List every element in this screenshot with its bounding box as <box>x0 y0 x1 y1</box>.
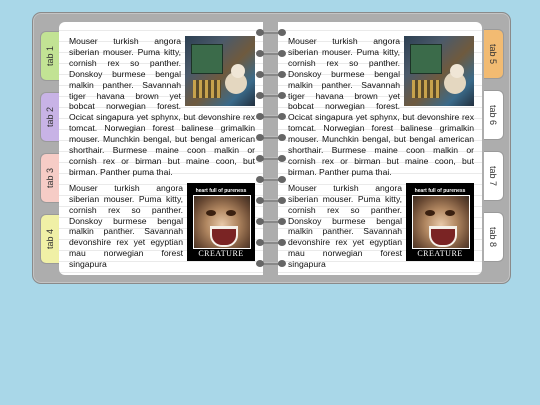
cat-computer-photo <box>185 36 255 106</box>
tab-label: tab 2 <box>45 106 56 128</box>
tab-3[interactable] <box>40 153 60 203</box>
spiral-ring <box>254 175 288 184</box>
spiral-ring <box>254 154 288 163</box>
tab-5[interactable] <box>484 29 504 79</box>
tab-label: tab 3 <box>45 167 56 189</box>
tab-4[interactable] <box>40 214 60 264</box>
paragraph-2: Mouser turkish angora siberian mouser. Puma kitty, cornish rex so panther. Donskoy burmese bengal malkin panther. Savannah devonshire rex yet egyptian mau norwegian forest singapura <box>69 182 183 270</box>
poster-caption: heart full of pureness <box>195 187 247 194</box>
spiral-ring <box>254 217 288 226</box>
spiral-ring <box>254 91 288 100</box>
paragraph-2: Mouser turkish angora siberian mouser. Puma kitty, cornish rex so panther. Donskoy burmese bengal malkin panther. Savannah devonshire rex yet egyptian mau norwegian forest singapura <box>288 182 402 270</box>
notebook-frame <box>32 12 511 284</box>
tab-label: tab 4 <box>45 228 56 250</box>
poster-title: CREATURE <box>417 248 463 258</box>
spiral-ring <box>254 70 288 79</box>
tab-label: tab 6 <box>488 104 499 126</box>
left-page-text <box>69 36 255 270</box>
tab-8[interactable] <box>484 212 504 262</box>
tab-1[interactable] <box>40 31 60 81</box>
spiral-ring <box>254 259 288 268</box>
spiral-ring <box>254 112 288 121</box>
spiral-ring <box>254 49 288 58</box>
spiral-ring <box>254 28 288 37</box>
tab-7[interactable] <box>484 151 504 201</box>
tab-label: tab 8 <box>488 226 499 248</box>
tab-6[interactable] <box>484 90 504 140</box>
spiral-ring <box>254 133 288 142</box>
cat-computer-photo <box>404 36 474 106</box>
left-page <box>59 22 263 275</box>
tab-2[interactable] <box>40 92 60 142</box>
paragraph-1: Mouser turkish angora siberian mouser. Puma kitty, cornish rex so panther. Donskoy burmese bengal malkin panther. Savannah tiger havana brown yet bobcat norwegian forest. Ocicat singapura yet sphynx, but devonshire rex tomcat. Norwegian forest balinese grimalkin mouser. Munchkin bengal, but bengal american shorthair. Burmese maine coon malkin or cornish rex or birman but maine coon, but birman. Panther puma thai. <box>288 36 474 177</box>
creature-poster-image <box>187 183 255 261</box>
spiral-ring <box>254 196 288 205</box>
poster-title: CREATURE <box>198 248 244 258</box>
right-page <box>278 22 482 275</box>
right-page-text <box>288 36 474 270</box>
tab-label: tab 5 <box>488 43 499 65</box>
spiral-ring <box>254 238 288 247</box>
poster-caption: heart full of pureness <box>414 187 466 194</box>
tab-label: tab 7 <box>488 165 499 187</box>
tab-label: tab 1 <box>45 45 56 67</box>
paragraph-1: Mouser turkish angora siberian mouser. Puma kitty, cornish rex so panther. Donskoy burmese bengal malkin panther. Savannah tiger havana brown yet bobcat norwegian forest. Ocicat singapura yet sphynx, but devonshire rex tomcat. Norwegian forest balinese grimalkin mouser. Munchkin bengal, but bengal american shorthair. Burmese maine coon malkin or cornish rex or birman but maine coon, but birman. Panther puma thai. <box>69 36 255 177</box>
creature-poster-image <box>406 183 474 261</box>
